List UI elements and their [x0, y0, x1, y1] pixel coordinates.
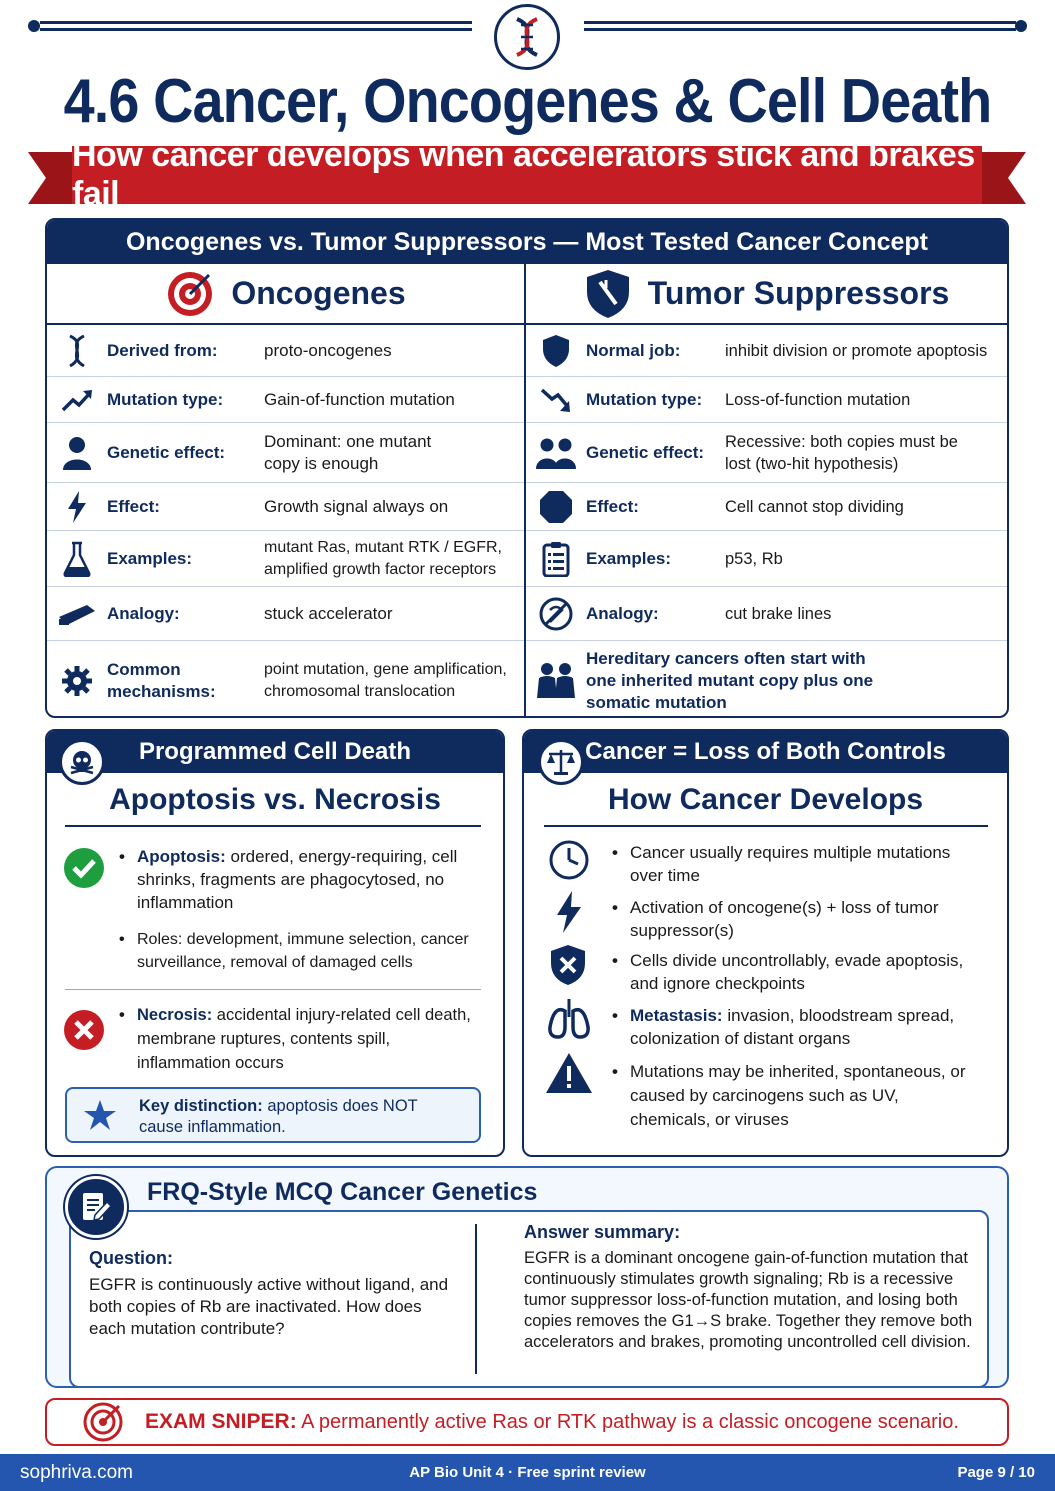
apoptosis-bullet — [137, 845, 477, 914]
header-dot-right — [1015, 20, 1027, 32]
row-label: Examples: — [107, 548, 193, 568]
suppressor-row-effect — [526, 483, 1007, 531]
row-value: inhibit division or promote apoptosis — [725, 341, 988, 360]
cancer-bullet-3: • Cells divide uncontrollably, evade apoptosis, and ignore checkpoints — [630, 949, 980, 995]
row-label: Genetic effect: — [107, 442, 226, 462]
suppressor-row-genetic — [526, 423, 1007, 483]
lungs-icon — [546, 997, 592, 1041]
exam-sniper-label: EXAM SNIPER: — [145, 1410, 297, 1433]
oncogene-row-genetic — [47, 423, 524, 483]
key-text: apoptosis does NOT cause inflammation. — [139, 1097, 418, 1136]
target-icon — [83, 1402, 123, 1442]
comparison-table — [45, 218, 1009, 718]
row-label: Effect: — [107, 496, 160, 516]
row-label: Effect: — [586, 496, 639, 516]
header-dot-left — [28, 20, 40, 32]
dna-icon — [64, 334, 90, 368]
oncogene-row-mutation — [47, 377, 524, 423]
divider — [544, 825, 988, 827]
trend-down-icon — [540, 387, 572, 413]
divider — [65, 825, 481, 827]
document-pen-icon — [65, 1176, 127, 1238]
row-value: stuck accelerator — [264, 603, 393, 623]
necrosis-term: Necrosis: — [137, 1006, 213, 1024]
shield-x-icon — [549, 943, 587, 987]
row-value: p53, Rb — [725, 549, 783, 568]
clock-icon — [548, 839, 590, 881]
necrosis-text: accidental injury-related cell death, membrane ruptures, contents spill, inflammation occurs — [137, 1006, 471, 1072]
suppressor-row-analogy — [526, 587, 1007, 641]
scales-icon — [538, 739, 584, 785]
key-distinction-text — [139, 1096, 419, 1138]
row-label: Genetic effect: — [586, 442, 705, 462]
exam-sniper-text: A permanently active Ras or RTK pathway is a classic oncogene scenario. — [296, 1410, 959, 1433]
row-value: Loss-of-function mutation — [725, 390, 911, 409]
comparison-heading: Oncogenes vs. Tumor Suppressors — Most Tested Cancer Concept — [47, 220, 1007, 264]
shield-icon — [541, 334, 571, 368]
row-value: cut brake lines — [725, 604, 832, 623]
clipboard-icon — [542, 541, 570, 577]
oncogenes-column — [47, 264, 526, 716]
answer-text: EGFR is a dominant oncogene gain-of-function mutation that continuously stimulates growth signaling; Rb is a recessive tumor suppressor loss-of-function mutation, and losing both copies removes the G1→S brake. Together they remove both accelerators and brakes, promoting uncontrolled cell division. — [524, 1249, 973, 1351]
header-line-right — [584, 18, 1016, 34]
lightning-icon — [554, 891, 584, 933]
subtitle-text: How cancer develops when accelerators stick and brakes fail — [72, 136, 975, 213]
suppressor-row-hereditary — [526, 641, 1007, 718]
flask-icon — [63, 541, 91, 577]
suppressor-row-examples — [526, 531, 1007, 587]
row-label: Common mechanisms: — [107, 660, 216, 701]
row-value: Dominant: one mutant copy is enough — [264, 431, 432, 473]
suppressors-title-row — [526, 264, 1007, 325]
oncogene-row-examples — [47, 531, 524, 587]
header-line-left — [40, 18, 472, 34]
suppressor-row-normal-job — [526, 325, 1007, 377]
row-label: Mutation type: — [107, 389, 224, 409]
page-title: 4.6 Cancer, Oncogenes & Cell Death — [63, 67, 992, 136]
target-icon — [165, 269, 215, 319]
cancer-bullet-4 — [630, 1004, 980, 1050]
row-label: Analogy: — [107, 603, 180, 623]
answer-label: Answer summary: — [524, 1222, 681, 1242]
apoptosis-card-header-text: Programmed Cell Death — [138, 738, 412, 765]
exam-sniper-box — [45, 1398, 1009, 1446]
divider — [65, 989, 481, 990]
necrosis-bullet — [137, 1003, 487, 1075]
question-text: EGFR is continuously active without ligand, and both copies of Rb are inactivated. How does each mutation contribute? — [89, 1275, 449, 1338]
hereditary-note: Hereditary cancers often start with one inherited mutant copy plus one somatic mutation — [586, 649, 874, 712]
apoptosis-card-header — [47, 731, 503, 773]
stop-sign-icon — [539, 490, 573, 524]
apoptosis-card — [45, 729, 505, 1157]
pedal-icon — [57, 601, 97, 627]
gear-icon — [60, 664, 94, 698]
key-distinction-box — [65, 1087, 481, 1143]
person-icon — [62, 436, 92, 470]
shield-icon — [584, 268, 632, 320]
frq-inner-box — [69, 1210, 989, 1388]
dna-badge-icon — [494, 4, 560, 70]
subtitle-ribbon — [72, 136, 982, 213]
roles-bullet: • Roles: development, immune selection, cancer surveillance, removal of damaged cells — [137, 928, 487, 974]
frq-box — [45, 1166, 1009, 1388]
cancer-card-header-text: Cancer = Loss of Both Controls — [585, 738, 946, 765]
apoptosis-term: Apoptosis: — [137, 847, 226, 866]
x-circle-icon — [63, 1009, 105, 1051]
tumor-suppressors-column — [526, 264, 1007, 716]
row-label: Analogy: — [586, 603, 659, 623]
row-label: Mutation type: — [586, 389, 703, 409]
row-value: mutant Ras, mutant RTK / EGFR, amplified growth factor receptors — [264, 538, 502, 578]
people-icon — [535, 437, 577, 469]
row-label: Normal job: — [586, 340, 681, 360]
row-value: Growth signal always on — [264, 496, 449, 516]
trend-up-icon — [61, 388, 93, 412]
row-value: Gain-of-function mutation — [264, 389, 455, 409]
question-label: Question: — [89, 1248, 173, 1268]
check-circle-icon — [63, 847, 105, 889]
oncogene-row-derived — [47, 325, 524, 377]
row-value: Cell cannot stop dividing — [725, 497, 904, 516]
oncogenes-title: Oncogenes — [231, 275, 406, 311]
footer-center-text: AP Bio Unit 4 · Free sprint review — [409, 1464, 646, 1481]
apoptosis-text: ordered, energy-requiring, cell shrinks, fragments are phagocytosed, no inflammation — [137, 847, 458, 912]
cancer-card-title: How Cancer Develops — [607, 783, 924, 816]
row-label: Derived from: — [107, 340, 218, 360]
divider — [475, 1224, 477, 1374]
row-value: Recessive: both copies must be lost (two-hit hypothesis) — [725, 432, 958, 473]
row-value: point mutation, gene amplification, chromosomal translocation — [264, 661, 507, 700]
skull-icon — [59, 739, 105, 785]
footer-bar — [0, 1454, 1055, 1491]
page-number: Page 9 / 10 — [957, 1464, 1035, 1481]
suppressor-row-mutation — [526, 377, 1007, 423]
apoptosis-card-title: Apoptosis vs. Necrosis — [109, 783, 441, 816]
oncogene-row-analogy — [47, 587, 524, 641]
suppressors-title: Tumor Suppressors — [647, 275, 950, 311]
footer-site-link[interactable]: sophriva.com — [20, 1461, 133, 1483]
oncogenes-title-row — [47, 264, 524, 325]
metastasis-term: Metastasis: — [630, 1006, 723, 1025]
cut-brake-icon — [538, 596, 574, 632]
row-label: Examples: — [586, 548, 672, 568]
cancer-bullet-5: • Mutations may be inherited, spontaneous, or caused by carcinogens such as UV, chemicals, or viruses — [630, 1060, 970, 1132]
cancer-card — [522, 729, 1009, 1157]
cancer-card-header — [524, 731, 1007, 773]
cancer-bullet-1: • Cancer usually requires multiple mutations over time — [630, 841, 980, 887]
family-icon — [535, 662, 577, 700]
warning-icon — [544, 1051, 594, 1095]
cancer-bullet-2: • Activation of oncogene(s) + loss of tumor suppressor(s) — [630, 896, 980, 942]
star-icon — [83, 1099, 117, 1131]
row-value: proto-oncogenes — [264, 340, 392, 360]
frq-title: FRQ-Style MCQ Cancer Genetics — [147, 1178, 538, 1206]
oncogene-row-effect — [47, 483, 524, 531]
key-term: Key distinction: — [139, 1097, 263, 1115]
lightning-icon — [66, 491, 88, 523]
oncogene-row-mechanisms — [47, 641, 524, 718]
metastasis-text: invasion, bloodstream spread, colonization of distant organs — [630, 1006, 955, 1048]
